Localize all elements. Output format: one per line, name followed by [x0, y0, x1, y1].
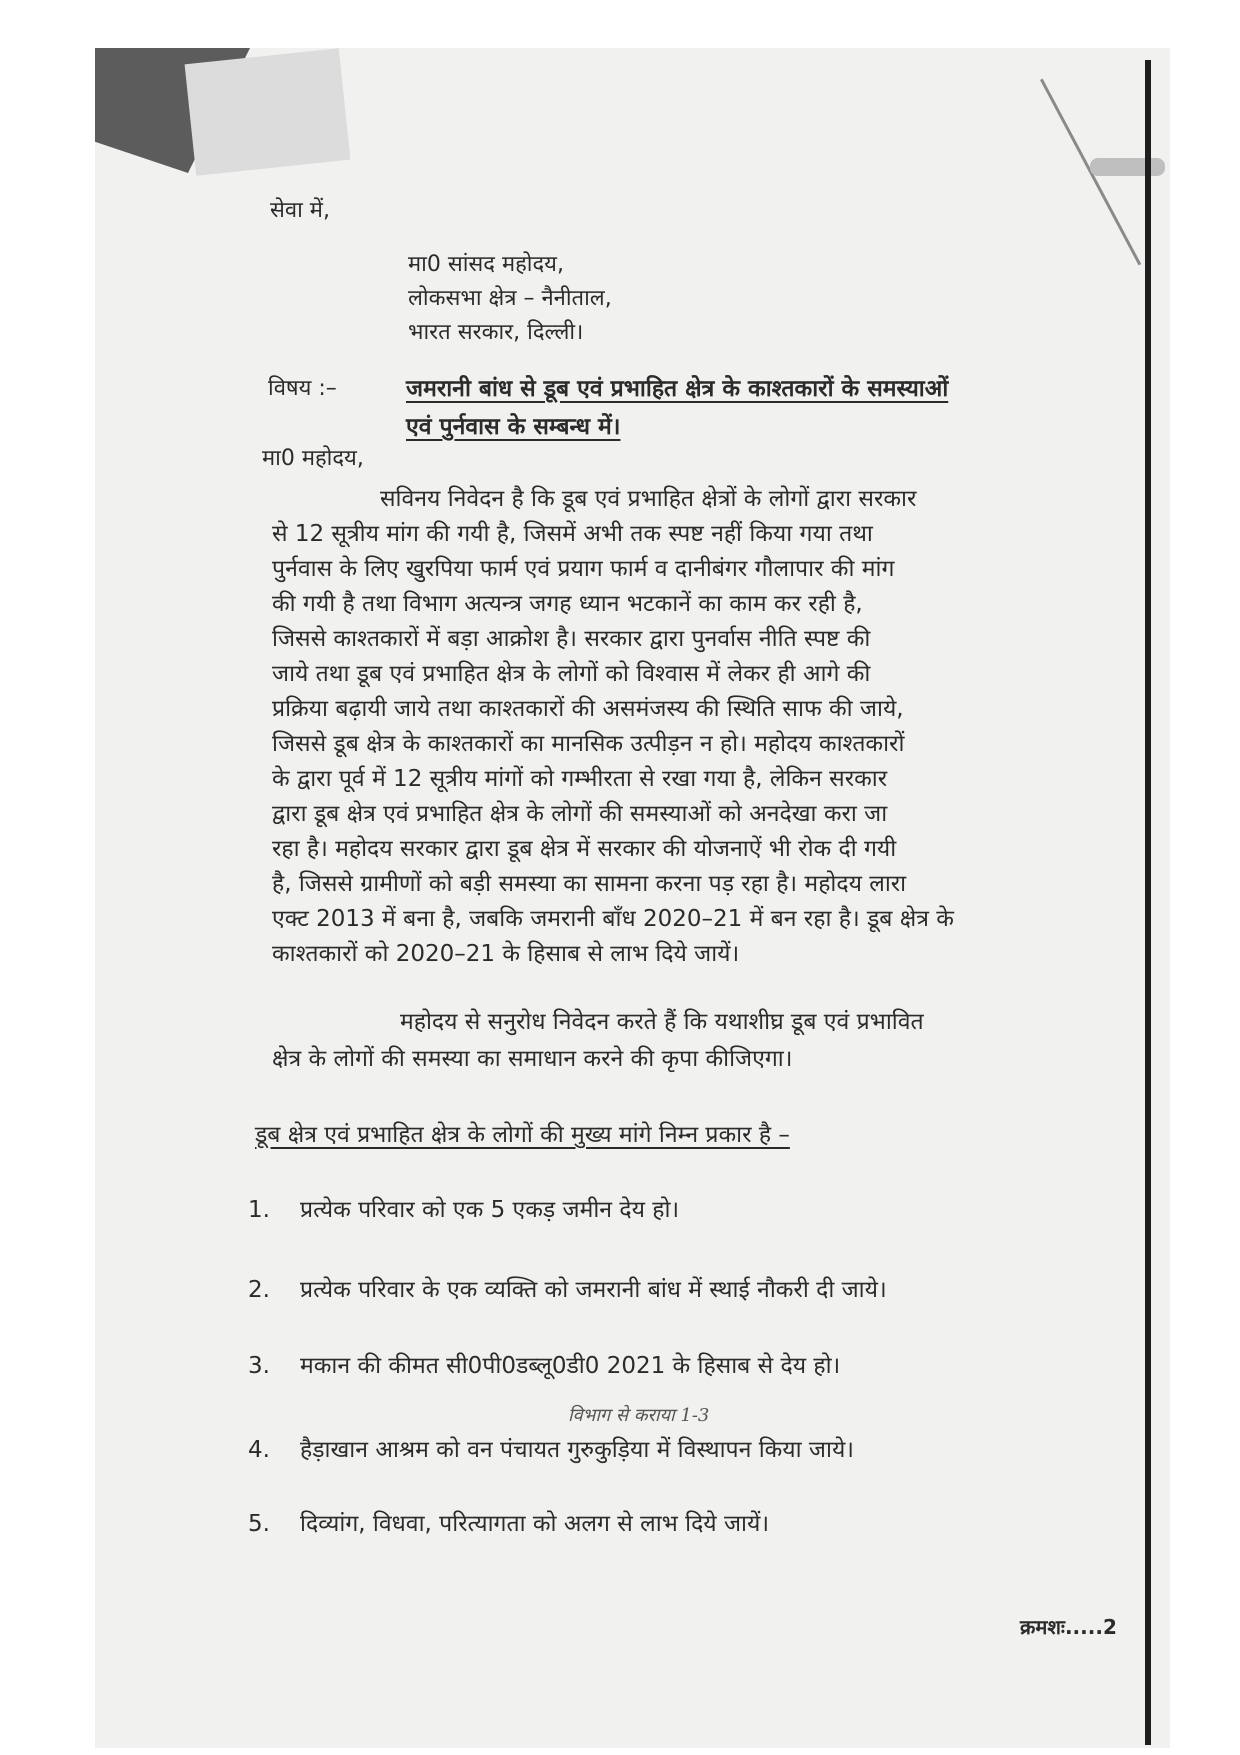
- body-line: सविनय निवेदन है कि डूब एवं प्रभाहित क्षेत्रों के लोगों द्वारा सरकार: [380, 486, 917, 512]
- paper-corner-fold: [185, 48, 351, 176]
- body-line: जिससे काश्तकारों में बड़ा आक्रोश है। सरकार द्वारा पुनर्वास नीति स्पष्ट की: [272, 626, 871, 652]
- addressee-line-2: लोकसभा क्षेत्र – नैनीताल,: [408, 286, 612, 311]
- body-line: काश्तकारों को 2020–21 के हिसाब से लाभ दिये जायें।: [272, 941, 740, 967]
- body-line: के द्वारा पूर्व में 12 सूत्रीय मांगों को गम्भीरता से रखा गया है, लेकिन सरकार: [272, 766, 888, 792]
- greeting: मा0 महोदय,: [262, 446, 364, 471]
- demands-heading: डूब क्षेत्र एवं प्रभाहित क्षेत्र के लोगों की मुख्य मांगे निम्न प्रकार है –: [255, 1122, 790, 1148]
- list-number: 5.: [248, 1511, 270, 1537]
- list-item: [248, 1272, 887, 1304]
- body-line: जाये तथा डूब एवं प्रभाहित क्षेत्र के लोगों को विश्वास में लेकर ही आगे की: [272, 661, 871, 687]
- list-item: [248, 1348, 840, 1380]
- body-line: जिससे डूब क्षेत्र के काश्तकारों का मानसिक उत्पीड़न न हो। महोदय काश्तकारों: [272, 731, 905, 757]
- body-line: से 12 सूत्रीय मांग की गयी है, जिसमें अभी तक स्पष्ट नहीं किया गया तथा: [272, 521, 873, 547]
- continuation-footer: क्रमशः.....2: [1020, 1615, 1117, 1639]
- list-text: दिव्यांग, विधवा, परित्यागता को अलग से लाभ दिये जायें।: [300, 1511, 770, 1537]
- body-line: रहा है। महोदय सरकार द्वारा डूब क्षेत्र में सरकार की योजनाऐं भी रोक दी गयी: [272, 836, 897, 862]
- list-number: 2.: [248, 1277, 270, 1303]
- list-text: मकान की कीमत सी0पी0डब्लू0डी0 2021 के हिसाब से देय हो।: [300, 1353, 841, 1379]
- list-item: [248, 1506, 769, 1538]
- handwritten-note: विभाग से कराया 1-3: [568, 1405, 710, 1426]
- list-number: 1.: [248, 1197, 270, 1223]
- salutation-to: सेवा में,: [270, 198, 330, 223]
- body-line: है, जिससे ग्रामीणों को बड़ी समस्या का सामना करना पड़ रहा है। महोदय लारा: [272, 871, 907, 897]
- list-number: 4.: [248, 1437, 270, 1463]
- subject-label: विषय :–: [268, 376, 337, 401]
- body-line: प्रक्रिया बढ़ायी जाये तथा काश्तकारों की असमंजस्य की स्थिति साफ की जाये,: [272, 696, 904, 722]
- list-text: हैड़ाखान आश्रम को वन पंचायत गुरुकुड़िया में विस्थापन किया जाये।: [300, 1437, 854, 1463]
- body-line: एक्ट 2013 में बना है, जबकि जमरानी बाँध 2020–21 में बन रहा है। डूब क्षेत्र के: [272, 906, 954, 932]
- list-text: प्रत्येक परिवार को एक 5 एकड़ जमीन देय हो।: [300, 1197, 680, 1223]
- addressee-line-3: भारत सरकार, दिल्ली।: [408, 320, 584, 345]
- body-line: द्वारा डूब क्षेत्र एवं प्रभाहित क्षेत्र के लोगों की समस्याओं को अनदेखा करा जा: [272, 801, 888, 827]
- body-line: पुर्नवास के लिए खुरपिया फार्म एवं प्रयाग फार्म व दानीबंगर गौलापार की मांग: [272, 556, 895, 582]
- subject-line-1: जमरानी बांध से डूब एवं प्रभाहित क्षेत्र के काश्तकारों के समस्याओं: [406, 376, 949, 402]
- list-text: प्रत्येक परिवार के एक व्यक्ति को जमरानी बांध में स्थाई नौकरी दी जाये।: [300, 1277, 887, 1303]
- subject-line-2: एवं पुर्नवास के सम्बन्ध में।: [406, 414, 621, 440]
- request-line: महोदय से सनुरोध निवेदन करते हैं कि यथाशीघ्र डूब एवं प्रभावित: [400, 1009, 924, 1035]
- addressee-line-1: मा0 सांसद महोदय,: [408, 252, 564, 277]
- list-item: [248, 1192, 679, 1224]
- body-line: की गयी है तथा विभाग अत्यन्त्र जगह ध्यान भटकानें का काम कर रही है,: [272, 591, 863, 617]
- list-number: 3.: [248, 1353, 270, 1379]
- list-item: [248, 1432, 854, 1464]
- request-line: क्षेत्र के लोगों की समस्या का समाधान करने की कृपा कीजिएगा।: [272, 1046, 793, 1072]
- page-edge: [1145, 60, 1151, 1745]
- binding-tag: [1090, 158, 1165, 176]
